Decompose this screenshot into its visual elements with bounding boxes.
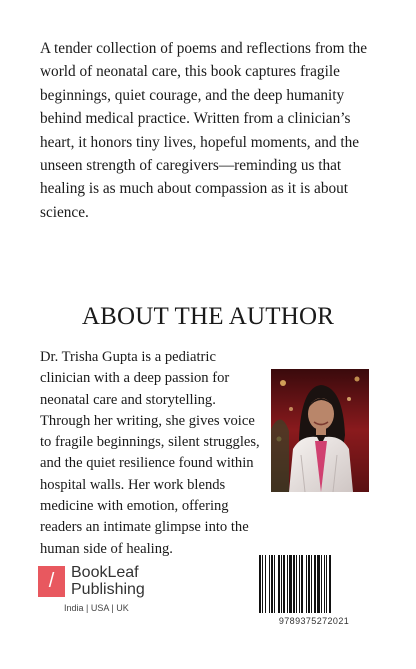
author-photo bbox=[271, 369, 369, 492]
publisher-name bbox=[71, 564, 145, 598]
barcode-bar bbox=[289, 555, 292, 613]
about-author-heading: ABOUT THE AUTHOR bbox=[81, 303, 335, 330]
barcode-bar bbox=[274, 555, 275, 613]
barcode-bar bbox=[326, 555, 327, 613]
isbn-number: 9789375272021 bbox=[278, 616, 350, 626]
barcode-bar bbox=[278, 555, 280, 613]
barcode-bar bbox=[283, 555, 285, 613]
barcode-bar bbox=[299, 555, 300, 613]
publisher-mark: / bbox=[38, 566, 65, 597]
barcode-bar bbox=[324, 555, 325, 613]
publisher-name-line2: Publishing bbox=[71, 581, 145, 598]
barcode-bar bbox=[329, 555, 331, 613]
publisher-regions: India | USA | UK bbox=[64, 603, 129, 613]
publisher-logo bbox=[38, 566, 168, 616]
barcode-bar bbox=[287, 555, 288, 613]
book-blurb: A tender collection of poems and reflections from the world of neonatal care, this book captures fragile beginnings, quiet courage, and the deep humanity behind medical practice. Written from a clinician’s heart, it honors tiny lives, hopeful moments, and the unseen strength of caregivers—reminding us that healing is as much about compassion as it is about science. bbox=[40, 40, 368, 221]
barcode-bar bbox=[306, 555, 307, 613]
barcode-bar bbox=[296, 555, 297, 613]
barcode-bar bbox=[269, 555, 270, 613]
barcode-bar bbox=[311, 555, 312, 613]
author-bio: Dr. Trisha Gupta is a pediatric clinician with a deep passion for neonatal care and storytelling. Through her writing, she gives voice to fragile beginnings, silent struggles, and the quiet resilience found within hospital walls. Her work blends medicine with emotion, offering readers an intimate glimpse into the human side of healing. bbox=[40, 349, 260, 557]
barcode-bar bbox=[271, 555, 273, 613]
barcode-bar bbox=[281, 555, 282, 613]
barcode-bar bbox=[262, 555, 263, 613]
author-portrait-image bbox=[271, 369, 369, 492]
publisher-name-line1: BookLeaf bbox=[71, 564, 139, 581]
isbn-barcode bbox=[258, 555, 370, 613]
barcode-bar bbox=[293, 555, 295, 613]
barcode-bar bbox=[314, 555, 316, 613]
barcode-bar bbox=[301, 555, 303, 613]
barcode-bar bbox=[259, 555, 261, 613]
barcode-bar bbox=[317, 555, 320, 613]
barcode-bar bbox=[265, 555, 266, 613]
barcode-bar bbox=[308, 555, 310, 613]
barcode-bar bbox=[321, 555, 322, 613]
